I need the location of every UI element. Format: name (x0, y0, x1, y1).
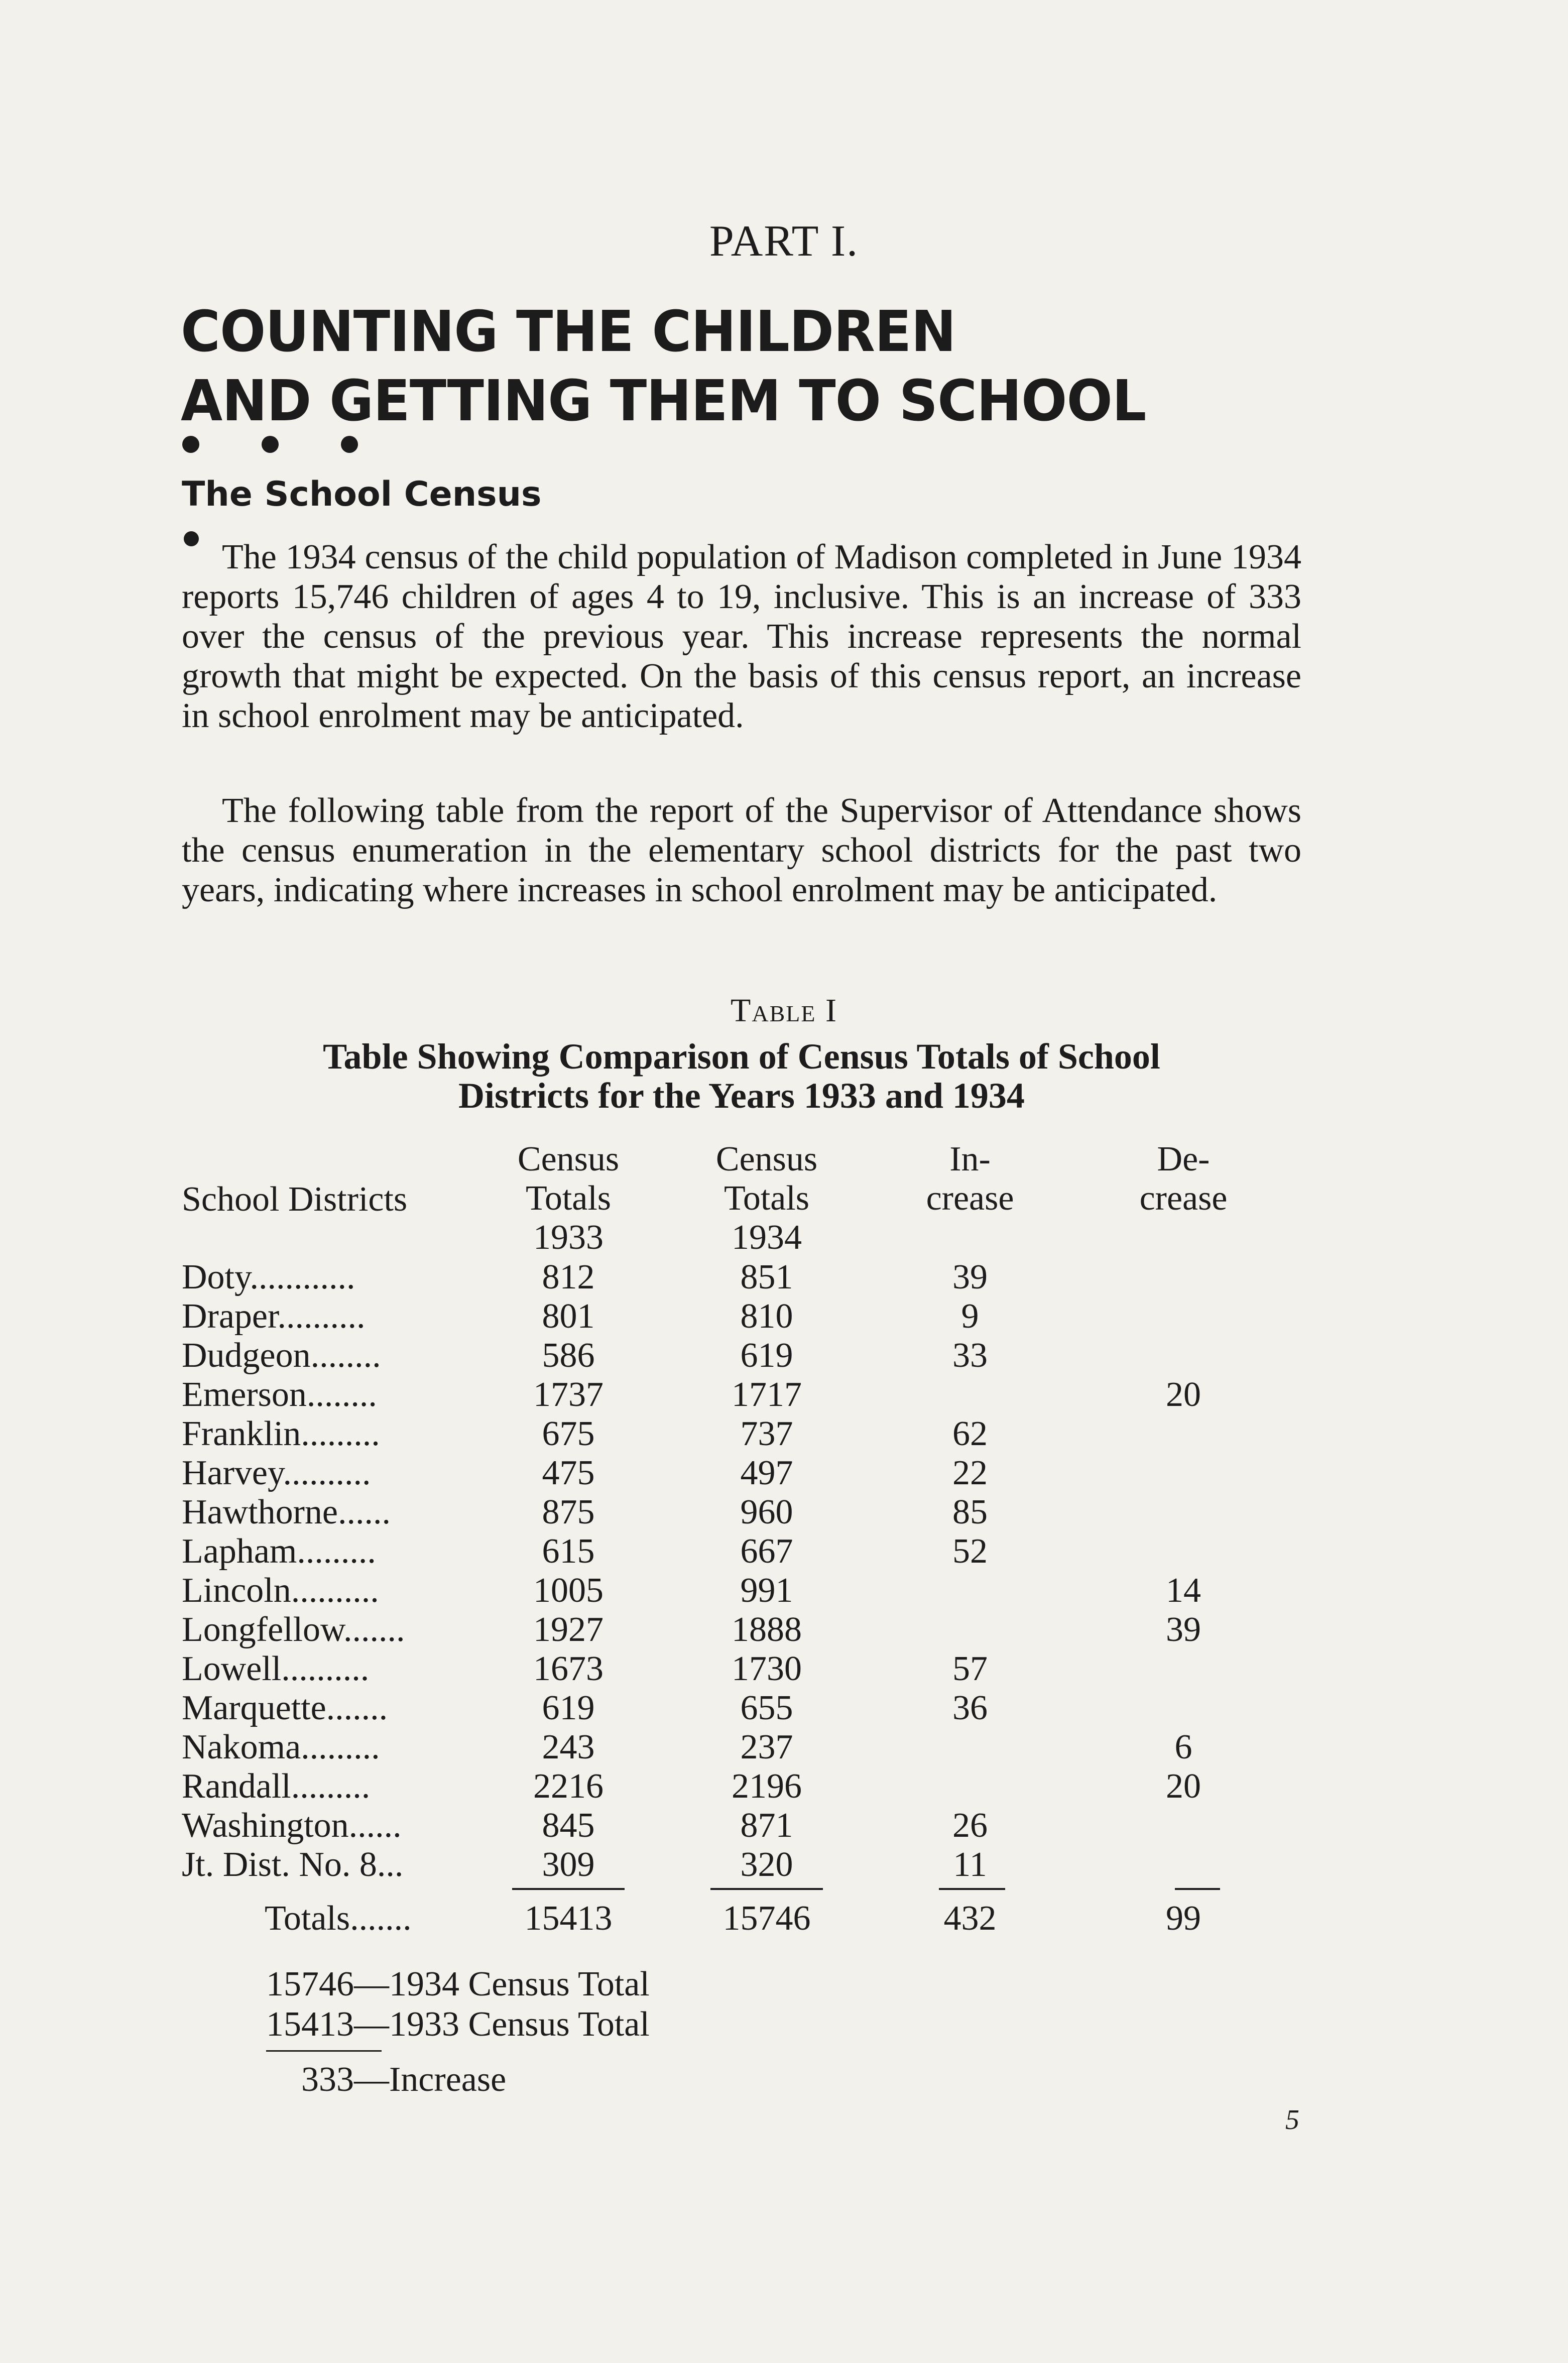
bullet-icon (182, 436, 199, 453)
district-name: Dudgeon........ (182, 1336, 381, 1375)
census-1934-value: 991 (740, 1571, 793, 1610)
table-row (182, 1649, 1286, 1689)
increase-value: 52 (952, 1532, 988, 1571)
census-1934-value: 619 (740, 1336, 793, 1375)
total-1934: 15746 (722, 1899, 811, 1938)
table-label: Table I (731, 992, 837, 1029)
table-row (182, 1845, 1286, 1884)
district-name: Harvey.......... (182, 1454, 371, 1492)
header-census-1933-line-3: 1933 (533, 1218, 604, 1257)
header-decrease-line-1: De- (1157, 1140, 1210, 1178)
total-1933: 15413 (524, 1899, 613, 1938)
census-1934-value: 320 (740, 1845, 793, 1884)
census-1933-value: 1005 (533, 1571, 604, 1610)
header-census-1934-line-1: Census (715, 1140, 818, 1178)
census-1934-value: 810 (740, 1297, 793, 1336)
table-row (182, 1806, 1286, 1845)
census-1934-value: 960 (740, 1493, 793, 1531)
increase-value: 33 (952, 1336, 988, 1375)
increase-value: 11 (953, 1845, 987, 1884)
header-census-1933 (513, 1140, 624, 1257)
table-title (182, 1037, 1301, 1115)
district-name: Lincoln.......... (182, 1571, 379, 1610)
total-increase: 432 (943, 1899, 997, 1938)
bullet-icon (262, 436, 279, 453)
census-1933-value: 675 (542, 1414, 595, 1453)
census-1934-value: 1888 (732, 1610, 802, 1649)
district-name: Hawthorne...... (182, 1493, 391, 1531)
paragraph-2: The following table from the report of the Supervisor of Attendance shows the census enumeration in the elementary school districts for the past two years, indicating where increases in school enrolment may be anticipated. (182, 791, 1301, 909)
census-1933-value: 615 (542, 1532, 595, 1571)
increase-value: 36 (952, 1689, 988, 1727)
decrease-value: 20 (1166, 1767, 1201, 1806)
census-1933-value: 1673 (533, 1649, 604, 1688)
part-label: PART I. (709, 217, 859, 266)
census-1934-value: 737 (740, 1414, 793, 1453)
table-row (182, 1532, 1286, 1571)
district-name: Draper.......... (182, 1297, 366, 1336)
district-name: Doty............ (182, 1258, 355, 1296)
totals-row (182, 1899, 1286, 1938)
table-title-line-1: Table Showing Comparison of Census Totals of School (323, 1036, 1160, 1077)
census-1934-value: 667 (740, 1532, 793, 1571)
increase-value: 9 (961, 1297, 979, 1336)
totals-rule (939, 1888, 1005, 1890)
census-1933-value: 845 (542, 1806, 595, 1845)
census-1934-value: 237 (740, 1728, 793, 1766)
note-1933-total: 15413—1933 Census Total (266, 2005, 650, 2044)
table-row (182, 1571, 1286, 1610)
census-1933-value: 619 (542, 1689, 595, 1727)
increase-value: 57 (952, 1649, 988, 1688)
table-row (182, 1610, 1286, 1649)
district-name: Washington...... (182, 1806, 402, 1845)
decrease-value: 39 (1166, 1610, 1201, 1649)
table-row (182, 1728, 1286, 1767)
census-1933-value: 2216 (533, 1767, 604, 1806)
table-row (182, 1689, 1286, 1728)
census-1933-value: 475 (542, 1454, 595, 1492)
table-row (182, 1414, 1286, 1454)
totals-rule (1175, 1888, 1220, 1890)
table-row (182, 1336, 1286, 1375)
district-name: Lowell.......... (182, 1649, 370, 1688)
decrease-value: 6 (1174, 1728, 1192, 1766)
totals-rule (512, 1888, 625, 1890)
header-increase (915, 1140, 1025, 1218)
increase-value: 26 (952, 1806, 988, 1845)
increase-value: 62 (952, 1414, 988, 1453)
header-school-districts: School Districts (182, 1180, 408, 1219)
census-1933-value: 309 (542, 1845, 595, 1884)
header-decrease-line-2: crease (1139, 1179, 1228, 1218)
district-name: Emerson........ (182, 1375, 377, 1414)
district-name: Franklin......... (182, 1414, 380, 1453)
census-1934-value: 871 (740, 1806, 793, 1845)
census-1934-value: 1730 (732, 1649, 802, 1688)
header-census-1933-line-1: Census (517, 1140, 620, 1178)
district-name: Randall......... (182, 1767, 371, 1806)
header-increase-line-2: crease (926, 1179, 1014, 1218)
census-1934-value: 1717 (732, 1375, 802, 1414)
census-1934-value: 655 (740, 1689, 793, 1727)
decrease-value: 14 (1166, 1571, 1201, 1610)
census-1933-value: 801 (542, 1297, 595, 1336)
table-title-line-2: Districts for the Years 1933 and 1934 (458, 1076, 1025, 1116)
census-1933-value: 1927 (533, 1610, 604, 1649)
note-rule (266, 2050, 382, 2052)
district-name: Longfellow....... (182, 1610, 405, 1649)
header-decrease (1128, 1140, 1239, 1218)
totals-label: Totals....... (265, 1899, 412, 1938)
decrease-value: 20 (1166, 1375, 1201, 1414)
ornament-dots (182, 436, 418, 455)
table-row (182, 1375, 1286, 1414)
census-1933-value: 243 (542, 1728, 595, 1766)
census-1933-value: 1737 (533, 1375, 604, 1414)
census-1933-value: 812 (542, 1258, 595, 1296)
census-1933-value: 586 (542, 1336, 595, 1375)
census-1933-value: 875 (542, 1493, 595, 1531)
note-1934-total: 15746—1934 Census Total (266, 1965, 650, 2003)
census-1934-value: 851 (740, 1258, 793, 1296)
header-census-1934 (711, 1140, 822, 1257)
census-1934-value: 497 (740, 1454, 793, 1492)
header-census-1934-line-2: Totals (723, 1179, 810, 1218)
note-increase: 333—Increase (301, 2060, 507, 2099)
increase-value: 39 (952, 1258, 988, 1296)
total-decrease: 99 (1166, 1899, 1201, 1938)
table-row (182, 1493, 1286, 1532)
increase-value: 22 (952, 1454, 988, 1492)
census-1934-value: 2196 (732, 1767, 802, 1806)
section-subheading: The School Census (182, 475, 542, 514)
table-row (182, 1258, 1286, 1297)
paragraph-1: The 1934 census of the child population of Madison completed in June 1934 reports 15,746 children of ages 4 to 19, inclusive. This is an increase of 333 over the census of the previous year. This increase represents the normal growth that might be expected. On the basis of this census report, an increase in school enrolment may be anticipated. (182, 538, 1301, 735)
chapter-heading-line-2: AND GETTING THEM TO SCHOOL (181, 369, 1146, 434)
district-name: Marquette....... (182, 1689, 388, 1727)
increase-value: 85 (952, 1493, 988, 1531)
chapter-heading-line-1: COUNTING THE CHILDREN (181, 299, 956, 365)
bullet-icon (341, 436, 358, 453)
header-census-1934-line-3: 1934 (732, 1218, 802, 1257)
totals-rule (710, 1888, 823, 1890)
table-row (182, 1767, 1286, 1806)
table-row (182, 1297, 1286, 1336)
table-row (182, 1454, 1286, 1493)
district-name: Jt. Dist. No. 8... (182, 1845, 404, 1884)
district-name: Nakoma......... (182, 1728, 380, 1766)
district-name: Lapham......... (182, 1532, 376, 1571)
header-census-1933-line-2: Totals (525, 1179, 612, 1218)
page-number: 5 (1285, 2104, 1299, 2136)
header-increase-line-1: In- (949, 1140, 991, 1178)
